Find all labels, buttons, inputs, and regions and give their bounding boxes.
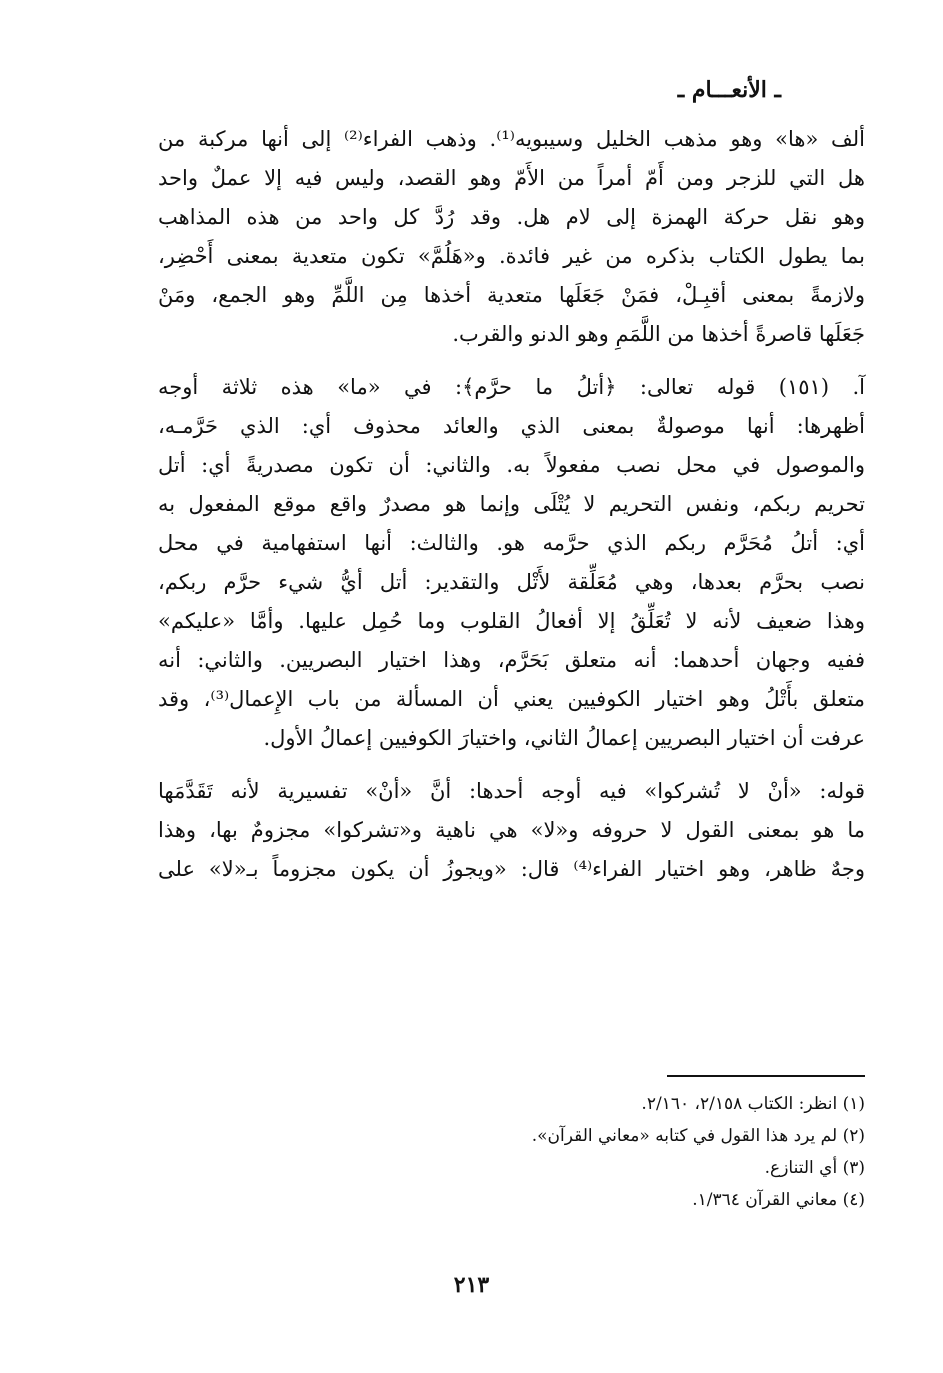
text-line: أظهرها: أنها موصولةٌ بمعنى الذي والعائد محذوف أي: الذي حَرَّمـه،: [158, 414, 865, 438]
text-line: جَعَلَها قاصرةً أخذها من اللَّمَمِ وهو الدنو والقرب.: [452, 322, 865, 346]
text-line: ما هو بمعنى القول لا حروفه و«لا» هي ناهية و«تشركوا» مجزومٌ بها، وهذا: [158, 818, 865, 842]
running-header: ـ الأنعـــام ـ: [677, 77, 781, 103]
text-line: والموصول في محل نصب مفعولاً به. والثاني: أن تكون مصدريةً أي: أتل: [158, 453, 865, 477]
text-line: متعلق بأَتْلُ وهو اختيار الكوفيين يعني أن المسألة من باب الإِعمال⁽³⁾، وقد: [158, 687, 865, 711]
text-line: ففيه وجهان أحدهما: أنه متعلق بَحَرَّم، وهذا اختيار البصريين. والثاني: أنه: [158, 648, 865, 672]
text-line: نصب بحرَّم بعدها، وهي مُعَلِّقة لأَتْل والتقدير: أتل أيُّ شيء حرَّم ربكم،: [158, 570, 865, 594]
paragraph-2: [158, 368, 865, 758]
paragraph-1: [158, 120, 865, 354]
footnote-4: (٤) معاني القرآن ١/٣٦٤.: [692, 1190, 865, 1210]
text-line: قوله: «أنْ لا تُشركوا» فيه أوجه أحدها: أنَّ «أنْ» تفسيرية لأنه تَقَدَّمَها: [158, 779, 865, 803]
paragraph-3: [158, 772, 865, 889]
text-line: أي: أتلُ مُحَرَّم ربكم الذي حرَّمه هو. والثالث: أنها استفهامية في محل: [158, 531, 865, 555]
footnotes: [158, 1088, 865, 1216]
text-line: وجهٌ ظاهر، وهو اختيار الفراء⁽⁴⁾ قال: «ويجوزُ أن يكون مجزوماً بـ«لا» على: [158, 857, 865, 881]
text-line: تحريم ربكم، ونفس التحريم لا يُتْلَى وإنما هو مصدرٌ واقع موقع المفعول به: [158, 492, 865, 516]
text-line: آ. (١٥١) قوله تعالى: ﴿أتلُ ما حرَّم﴾: في «ما» هذه ثلاثة أوجه: [158, 375, 865, 399]
text-line: ولازمةً بمعنى أقبِـلْ، فمَنْ جَعَلَها متعدية أخذها مِن اللَّمِّ وهو الجمع، ومَنْ: [158, 283, 865, 307]
text-line: عرفت أن اختيار البصريين إعمالُ الثاني، واختيارَ الكوفيين إعمالُ الأول.: [263, 726, 865, 750]
footnote-3: (٣) أي التنازع.: [764, 1158, 865, 1178]
footnote-divider: [667, 1075, 865, 1077]
text-line: وهو نقل حركة الهمزة إلى لام هل. وقد رُدَّ كل واحد من هذه المذاهب: [158, 205, 865, 229]
text-line: ألف «ها» وهو مذهب الخليل وسيبويه⁽¹⁾. وذهب الفراء⁽²⁾ إلى أنها مركبة من: [158, 127, 866, 151]
footnote-2: (٢) لم يرد هذا القول في كتابه «معاني القرآن».: [531, 1126, 865, 1146]
page-number: ٢١٣: [453, 1272, 490, 1298]
text-line: وهذا ضعيف لأنه لا تُعَلِّقُ إلا أفعالُ القلوب وما حُمِل عليها. وأمَّا «عليكم»: [158, 609, 865, 633]
main-text: [158, 120, 865, 889]
footnote-1: (١) انظر: الكتاب ٢/١٥٨، ٢/١٦٠.: [641, 1094, 865, 1114]
text-line: هل التي للزجر ومن أَمّ أمراً من الأَمّ وهو القصد، وليس فيه إلا عملٌ واحد: [158, 166, 865, 190]
text-line: بما يطول الكتاب بذكره من غير فائدة. و«هَلُمَّ» تكون متعدية بمعنى أَحْضِر،: [158, 244, 865, 268]
